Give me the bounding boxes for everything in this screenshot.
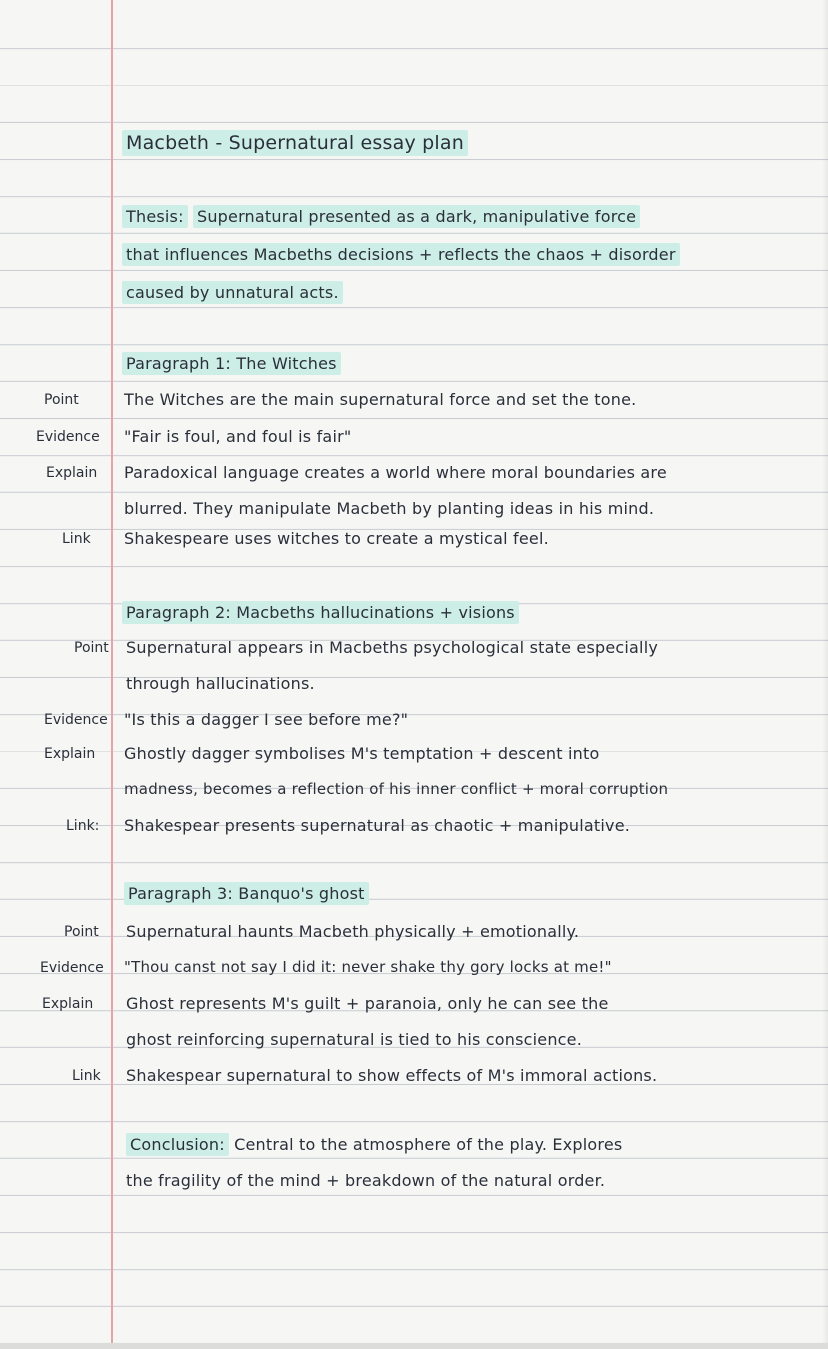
thesis-text: Supernatural presented as a dark, manipulative force	[193, 205, 640, 228]
point-text: through hallucinations.	[126, 674, 315, 693]
paragraph-2-heading	[122, 603, 519, 622]
conclusion-line-1	[126, 1135, 622, 1154]
link-label: Link	[62, 531, 91, 547]
explain-label: Explain	[42, 996, 94, 1012]
link-label: Link	[72, 1068, 101, 1084]
conclusion-line-2	[126, 1171, 605, 1190]
explain-label: Explain	[44, 746, 96, 762]
evidence-text: "Is this a dagger I see before me?"	[124, 710, 409, 729]
evidence-label: Evidence	[44, 712, 108, 728]
thesis-text: caused by unnatural acts.	[122, 281, 343, 304]
point-text: The Witches are the main supernatural force and set the tone.	[124, 390, 637, 409]
conclusion-text: the fragility of the mind + breakdown of the natural order.	[126, 1171, 606, 1190]
explain-label: Explain	[46, 465, 98, 481]
heading-text: Paragraph 1: The Witches	[122, 352, 341, 375]
point-text: Supernatural haunts Macbeth physically + emotionally.	[126, 922, 580, 941]
heading-text: Paragraph 3: Banquo's ghost	[124, 882, 369, 905]
explain-text: Ghost represents M's guilt + paranoia, only he can see the	[126, 994, 609, 1013]
thesis-line-1	[122, 207, 640, 226]
point-text: Supernatural appears in Macbeths psychological state especially	[126, 638, 659, 657]
explain-text: Paradoxical language creates a world where moral boundaries are	[124, 463, 667, 482]
explain-text: Ghostly dagger symbolises M's temptation + descent into	[124, 744, 600, 763]
point-label: Point	[74, 640, 109, 656]
point-label: Point	[64, 924, 99, 940]
page-title	[122, 132, 468, 154]
title-highlight: Macbeth - Supernatural essay plan	[122, 130, 468, 156]
thesis-text: that influences Macbeths decisions + reflects the chaos + disorder	[122, 243, 680, 266]
explain-text: madness, becomes a reflection of his inner conflict + moral corruption	[124, 780, 669, 798]
evidence-text: "Fair is foul, and foul is fair"	[124, 427, 352, 446]
paragraph-3-heading	[124, 884, 369, 903]
point-label: Point	[44, 392, 79, 408]
margin-line	[111, 0, 113, 1349]
explain-text: blurred. They manipulate Macbeth by planting ideas in his mind.	[124, 499, 655, 518]
link-text: Shakespeare uses witches to create a mystical feel.	[124, 529, 549, 548]
thesis-line-2	[122, 245, 680, 264]
evidence-label: Evidence	[40, 960, 104, 976]
heading-text: Paragraph 2: Macbeths hallucinations + visions	[122, 601, 519, 624]
thesis-label: Thesis:	[122, 205, 188, 228]
page-bottom-edge	[0, 1343, 828, 1349]
page-edge-shadow	[822, 0, 828, 1349]
thesis-line-3	[122, 283, 343, 302]
explain-text: ghost reinforcing supernatural is tied to his conscience.	[126, 1030, 583, 1049]
link-text: Shakespear presents supernatural as chaotic + manipulative.	[124, 816, 631, 835]
paragraph-1-heading	[122, 354, 341, 373]
evidence-text: "Thou canst not say I did it: never shake thy gory locks at me!"	[124, 958, 612, 976]
conclusion-label: Conclusion:	[126, 1133, 229, 1156]
conclusion-text: Central to the atmosphere of the play. Explores	[234, 1135, 623, 1154]
link-text: Shakespear supernatural to show effects of M's immoral actions.	[126, 1066, 658, 1085]
evidence-label: Evidence	[36, 429, 100, 445]
link-label: Link:	[66, 818, 100, 834]
